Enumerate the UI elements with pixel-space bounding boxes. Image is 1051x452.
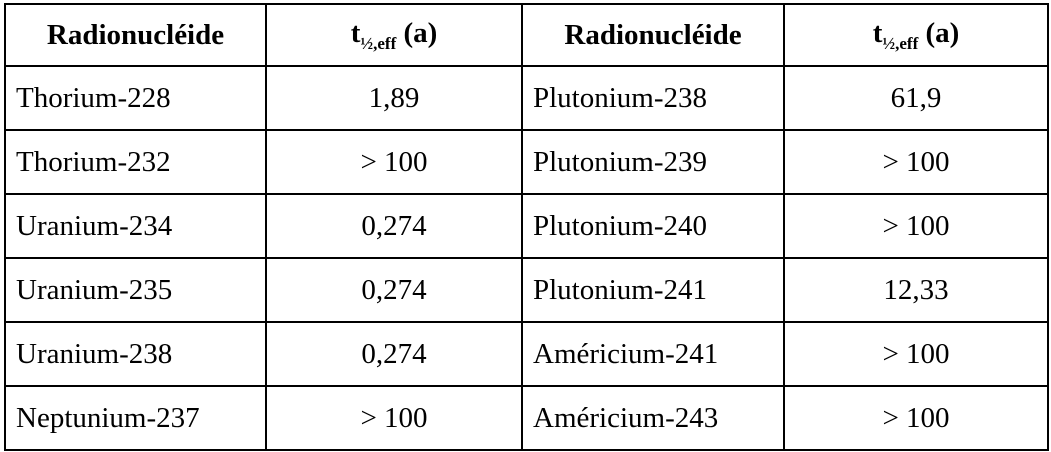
radionuclide-name: Américium-243 xyxy=(522,386,784,450)
header-half-life-symbol: t xyxy=(350,16,361,49)
header-half-life-subscript: ½,eff xyxy=(882,33,919,53)
radionuclide-name: Plutonium-238 xyxy=(522,66,784,130)
half-life-value: 0,274 xyxy=(266,258,522,322)
table-row xyxy=(5,258,1048,322)
radionuclide-half-life-table xyxy=(4,3,1049,451)
half-life-value: 12,33 xyxy=(784,258,1048,322)
radionuclide-name: Plutonium-239 xyxy=(522,130,784,194)
radionuclide-name: Thorium-232 xyxy=(5,130,266,194)
radionuclide-name: Uranium-235 xyxy=(5,258,266,322)
half-life-value: 1,89 xyxy=(266,66,522,130)
half-life-value: 0,274 xyxy=(266,322,522,386)
radionuclide-name: Américium-241 xyxy=(522,322,784,386)
table-row xyxy=(5,322,1048,386)
radionuclide-name: Plutonium-241 xyxy=(522,258,784,322)
half-life-value: 0,274 xyxy=(266,194,522,258)
header-half-life-subscript: ½,eff xyxy=(360,33,397,53)
header-half-life-right xyxy=(784,4,1048,66)
half-life-value: > 100 xyxy=(784,386,1048,450)
radionuclide-name: Thorium-228 xyxy=(5,66,266,130)
half-life-value: > 100 xyxy=(784,322,1048,386)
table-row xyxy=(5,386,1048,450)
radionuclide-name: Uranium-234 xyxy=(5,194,266,258)
radionuclide-name: Neptunium-237 xyxy=(5,386,266,450)
table-row xyxy=(5,66,1048,130)
radionuclide-name: Uranium-238 xyxy=(5,322,266,386)
header-half-life-unit: (a) xyxy=(396,16,438,49)
half-life-value: > 100 xyxy=(266,386,522,450)
table-row xyxy=(5,194,1048,258)
header-radionuclide-left: Radionucléide xyxy=(5,4,266,66)
header-half-life-unit: (a) xyxy=(918,16,960,49)
half-life-value: > 100 xyxy=(784,130,1048,194)
header-half-life-symbol: t xyxy=(872,16,883,49)
header-radionuclide-right: Radionucléide xyxy=(522,4,784,66)
half-life-value: > 100 xyxy=(784,194,1048,258)
header-row xyxy=(5,4,1048,66)
table-row xyxy=(5,130,1048,194)
half-life-value: 61,9 xyxy=(784,66,1048,130)
half-life-value: > 100 xyxy=(266,130,522,194)
header-half-life-left xyxy=(266,4,522,66)
radionuclide-name: Plutonium-240 xyxy=(522,194,784,258)
